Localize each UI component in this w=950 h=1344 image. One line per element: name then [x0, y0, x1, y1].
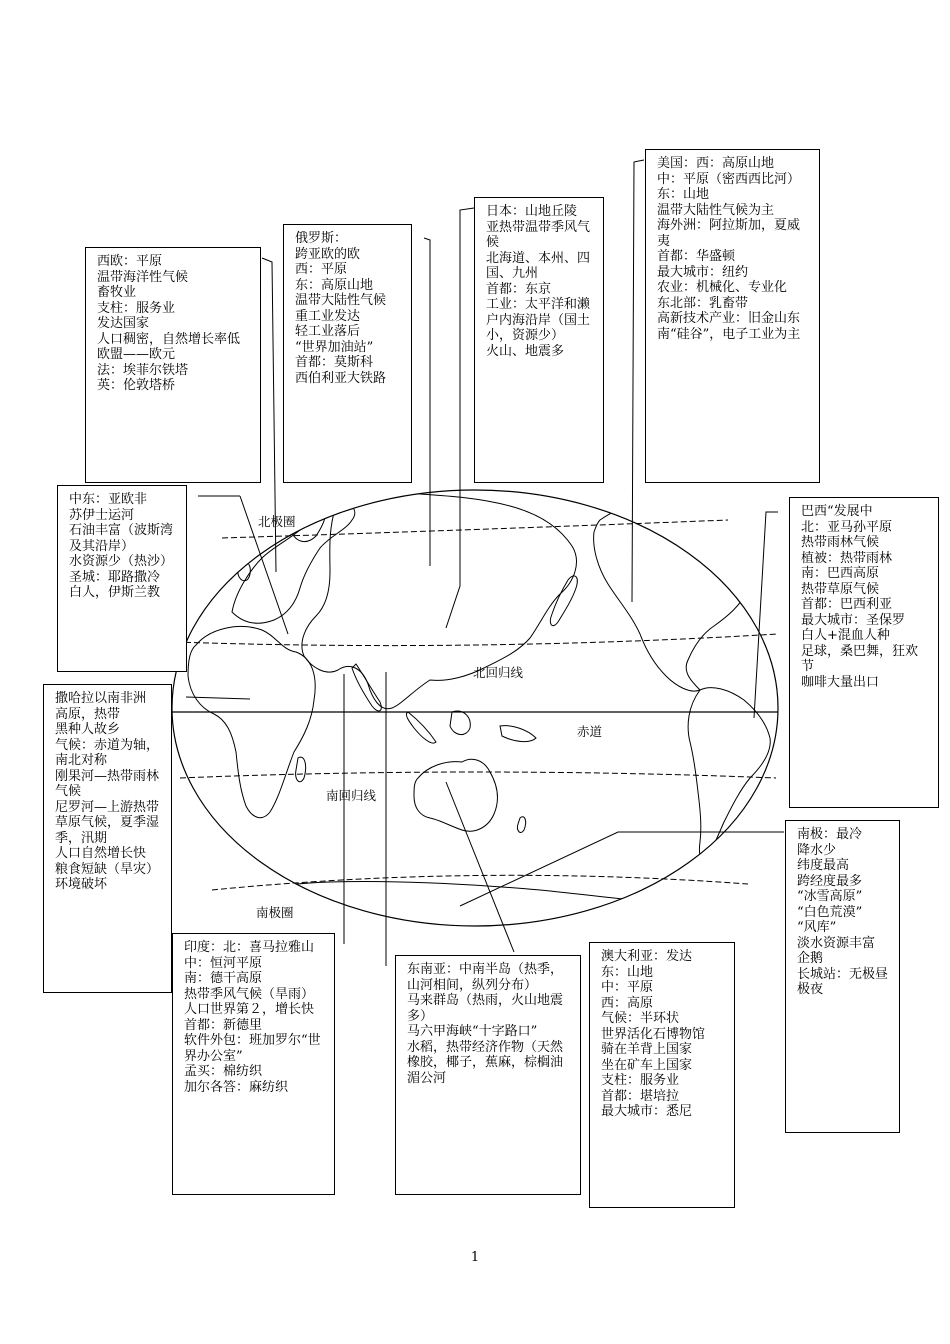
russia-box: 俄罗斯： 跨亚欧的欧 西：平原 东：高原山地 温带大陆性气候 重工业发达 轻工业落后 “世界加油站” 首都：莫斯科 西伯利亚大铁路: [283, 224, 412, 483]
australia-box: 澳大利亚：发达 东：山地 中：平原 西：高原 气候：半环状 世界活化石博物馆 骑在羊背上国家 坐在矿车上国家 支柱：服务业 首都：堪培拉 最大城市：悉尼: [589, 942, 735, 1208]
equator-label: 赤道: [577, 724, 603, 739]
southeast-asia-box: 东南亚：中南半岛（热季，山河相间，纵列分布） 马来群岛（热雨，火山地震多） 马六甲海峡“十字路口” 水稻，热带经济作物（天然橡胶，椰子，蕉麻，棕榈油湄公河: [395, 955, 581, 1195]
sumatra-outline: [406, 712, 436, 743]
leader-antarctica: [460, 832, 784, 906]
new-guinea-outline: [500, 726, 536, 742]
western-europe-box: 西欧：平原 温带海洋性气候 畜牧业 支柱：服务业 发达国家 人口稠密，自然增长率低 欧盟——欧元 法：埃菲尔铁塔 英：伦敦塔桥: [85, 247, 261, 483]
japan-box: 日本：山地丘陵 亚热带温带季风气候 北海道、本州、四国、九州 首都：东京 工业：太平洋和濑户内海沿岸（国土小，资源少） 火山、地震多: [474, 197, 604, 483]
page-number: 1: [470, 1250, 480, 1265]
borneo-outline: [450, 711, 470, 735]
tropic-of-cancer-label: 北回归线: [473, 665, 524, 680]
tropic-of-cancer-line: [176, 634, 778, 646]
africa-box: 撒哈拉以南非洲 高原，热带 黑种人故乡 气候：赤道为轴，南北对称 刚果河—热带雨林气候 尼罗河—上游热带草原气候，夏季湿季，汛期 人口自然增长快 粮食短缺（旱灾） 环境破坏: [43, 684, 172, 993]
new-zealand-outline: [517, 817, 525, 833]
india-outline: [352, 664, 381, 711]
asia-outline: [302, 494, 577, 709]
leader-russia: [424, 238, 430, 566]
map-outline: [172, 490, 778, 926]
continents: [160, 491, 800, 960]
africa-outline: [188, 626, 315, 817]
middle-east-box: 中东：亚欧非 苏伊士运河 石油丰富（波斯湾及其沿岸） 水资源少（热沙） 圣城：耶路撒冷 白人，伊斯兰教: [57, 485, 187, 672]
leader-usa: [632, 160, 644, 602]
brazil-box: 巴西“发展中 北：亚马孙平原 热带雨林气候 植被：热带雨林 南：巴西高原 热带草原气候 首都：巴西利亚 最大城市：圣保罗 白人+混血人种 足球，桑巴舞，狂欢节 咖啡大量出口: [789, 497, 939, 808]
arctic-circle-label: 北极圈: [258, 514, 296, 529]
leader-brazil: [754, 512, 778, 718]
madagascar-outline: [296, 757, 306, 782]
usa-box: 美国：西：高原山地 中：平原（密西西比河） 东：山地 温带大陆性气候为主 海外洲：阿拉斯加，夏威夷 首都：华盛顿 最大城市：纽约 农业：机械化、专业化 东北部：乳畜带 高新技术产业：旧金山东南“硅谷”，电子工业为主: [645, 149, 820, 483]
britain-outline: [238, 562, 250, 581]
leader-japan: [446, 208, 474, 628]
tropic-of-capricorn-line: [180, 772, 776, 778]
greenland-outline: [700, 491, 741, 516]
tropic-of-capricorn-label: 南回归线: [326, 788, 377, 803]
antarctica-box: 南极：最冷 降水少 纬度最高 跨经度最多 “冰雪高原” “白色荒漠” “风库” 淡水资源丰富 企鹅 长城站：无极昼极夜: [785, 820, 900, 1133]
north-america-outline: [594, 494, 779, 691]
arctic-circle-line: [222, 520, 728, 538]
antarctic-circle-label: 南极圈: [256, 905, 294, 920]
south-america-outline: [688, 688, 770, 862]
australia-outline: [414, 759, 497, 831]
india-box: 印度：北：喜马拉雅山 中：恒河平原 南：德干高原 热带季风气候（旱雨） 人口世界第２，增长快 首都：新德里 软件外包：班加罗尔“世界办公室” 孟买：棉纺织 加尔各答：麻纺织: [172, 933, 335, 1195]
